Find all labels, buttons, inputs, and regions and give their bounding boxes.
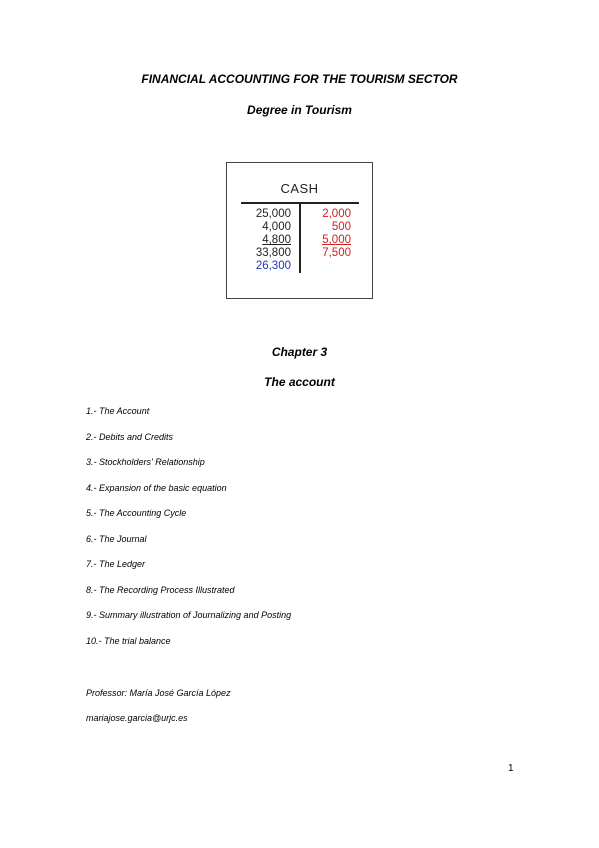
- debit-total: 33,800: [255, 247, 291, 259]
- credit-entry: 5,000: [322, 234, 351, 246]
- toc-item: 2.- Debits and Credits: [86, 431, 174, 442]
- toc-item: 5.- The Accounting Cycle: [86, 508, 187, 518]
- debit-entry: 4,000: [262, 221, 291, 233]
- credit-total: 7,500: [322, 247, 351, 259]
- toc-item: 10.- The trial balance: [86, 635, 171, 646]
- professor-email: mariajose.garcia@urjc.es: [86, 713, 188, 723]
- chapter-number: Chapter 3: [271, 345, 328, 359]
- credit-column: [307, 208, 351, 260]
- toc-item: 1.- The Account: [86, 406, 150, 416]
- document-title: FINANCIAL ACCOUNTING FOR THE TOURISM SECTOR: [141, 72, 458, 86]
- toc-item: 6.- The Journal: [86, 533, 147, 544]
- credit-entry: 2,000: [322, 208, 351, 220]
- cash-t-account-figure: [226, 162, 373, 299]
- document-subtitle: Degree in Tourism: [247, 103, 352, 117]
- chapter-title: The account: [264, 375, 335, 389]
- table-of-contents: [86, 405, 291, 660]
- debit-entry: 25,000: [255, 208, 291, 220]
- toc-item: 3.- Stockholders' Relationship: [86, 457, 205, 467]
- credit-entry: 500: [331, 221, 351, 233]
- debit-column: [247, 208, 291, 273]
- page-number: 1: [508, 763, 514, 774]
- t-account-vertical-line: [299, 203, 301, 273]
- professor-name: Professor: María José García López: [86, 688, 231, 698]
- toc-item: 7.- The Ledger: [86, 559, 146, 569]
- toc-item: 9.- Summary illustration of Journalizing and Posting: [86, 610, 292, 620]
- t-account-name: CASH: [280, 181, 319, 196]
- debit-entry: 4,800: [262, 234, 291, 246]
- toc-item: 4.- Expansion of the basic equation: [86, 482, 227, 493]
- toc-item: 8.- The Recording Process Illustrated: [86, 584, 235, 595]
- debit-balance: 26,300: [255, 260, 291, 272]
